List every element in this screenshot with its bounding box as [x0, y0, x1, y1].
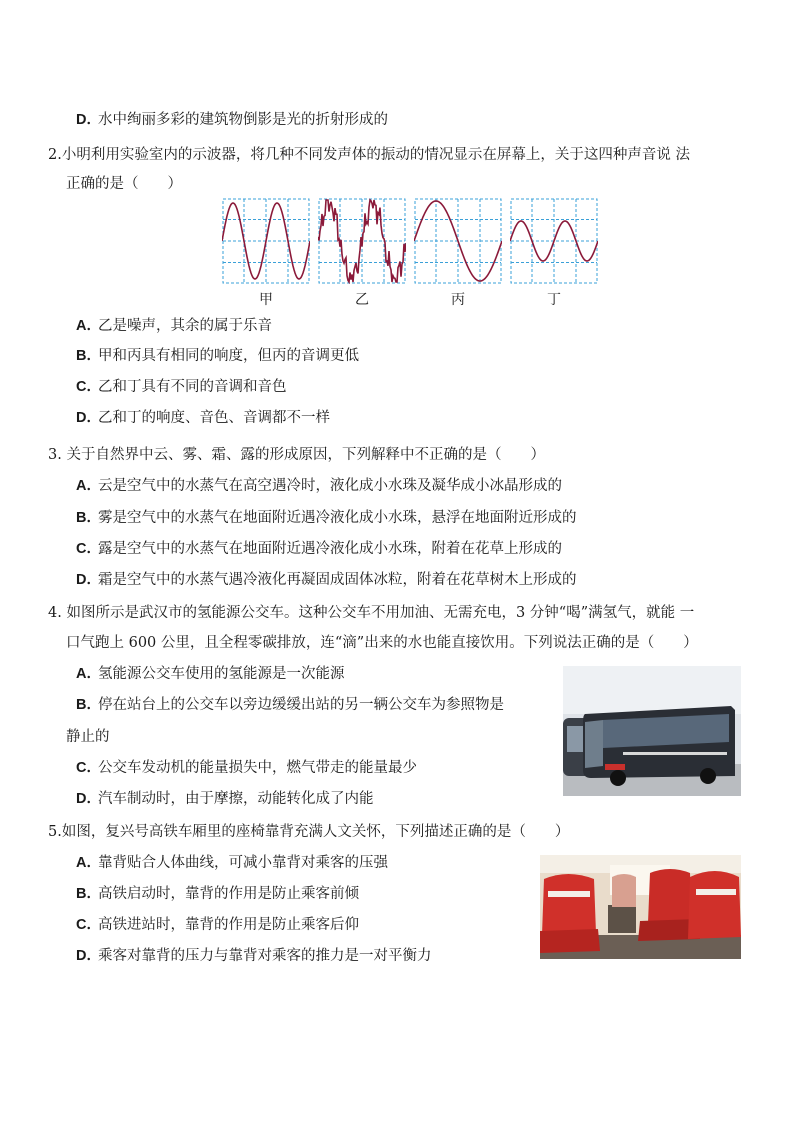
- q4-option-d: D．汽车制动时，由于摩擦，动能转化成了内能: [76, 791, 374, 807]
- oscilloscope-ding: [510, 198, 598, 284]
- q3-option-a: A．云是空气中的水蒸气在高空遇冷时，液化成小水珠及凝华成小冰晶形成的: [76, 478, 562, 494]
- q4-option-c: C．公交车发动机的能量损失中，燃气带走的能量最少: [76, 760, 417, 776]
- q2-option-b: B．甲和丙具有相同的响度，但丙的音调更低: [76, 348, 359, 364]
- oscilloscope-bing: [414, 198, 502, 284]
- label-bing: 丙: [451, 292, 465, 308]
- q1-option-d: D．水中绚丽多彩的建筑物倒影是光的折射形成的: [76, 112, 388, 128]
- q5-stem: 5.如图，复兴号高铁车厢里的座椅靠背充满人文关怀，下列描述正确的是（ ）: [48, 824, 570, 840]
- q2-option-c: C．乙和丁具有不同的音调和音色: [76, 379, 287, 395]
- hydrogen-bus-photo: [563, 666, 741, 796]
- label-jia: 甲: [259, 292, 273, 308]
- q5-option-a: A．靠背贴合人体曲线，可减小靠背对乘客的压强: [76, 855, 388, 871]
- q3-stem: 3. 关于自然界中云、雾、霜、露的形成原因，下列解释中不正确的是（ ）: [48, 447, 545, 463]
- label-ding: 丁: [547, 292, 561, 308]
- q3-option-b: B．雾是空气中的水蒸气在地面附近遇冷液化成小水珠，悬浮在地面附近形成的: [76, 510, 577, 526]
- train-seats-photo: [540, 855, 741, 959]
- q4-option-a: A．氢能源公交车使用的氢能源是一次能源: [76, 666, 345, 682]
- q5-option-b: B．高铁启动时，靠背的作用是防止乘客前倾: [76, 886, 359, 902]
- oscilloscope-jia: [222, 198, 310, 284]
- label-yi: 乙: [355, 292, 369, 308]
- q4-stem-line2: 口气跑上 600 公里，且全程零碳排放，连“滴”出来的水也能直接饮用。下列说法正确的是（ ）: [66, 635, 698, 651]
- oscilloscope-yi: [318, 198, 406, 284]
- q5-option-d: D．乘客对靠背的压力与靠背对乘客的推力是一对平衡力: [76, 948, 432, 964]
- q4-stem-line1: 4. 如图所示是武汉市的氢能源公交车。这种公交车不用加油、无需充电，3 分钟“喝”满氢气，就能 一: [48, 605, 695, 621]
- q5-option-c: C．高铁进站时，靠背的作用是防止乘客后仰: [76, 917, 359, 933]
- q2-stem-line1: 2.小明利用实验室内的示波器，将几种不同发声体的振动的情况显示在屏幕上，关于这四种声音说 法: [48, 147, 690, 163]
- q4-option-b-line1: B．停在站台上的公交车以旁边缓缓出站的另一辆公交车为参照物是: [76, 697, 504, 713]
- q2-option-d: D．乙和丁的响度、音色、音调都不一样: [76, 410, 330, 426]
- q4-option-b-line2: 静止的: [66, 729, 110, 745]
- q2-option-a: A．乙是噪声，其余的属于乐音: [76, 318, 272, 334]
- q2-stem-line2: 正确的是（ ）: [66, 176, 182, 192]
- q3-option-d: D．霜是空气中的水蒸气遇冷液化再凝固成固体冰粒，附着在花草树木上形成的: [76, 572, 577, 588]
- q3-option-c: C．露是空气中的水蒸气在地面附近遇冷液化成小水珠，附着在花草上形成的: [76, 541, 562, 557]
